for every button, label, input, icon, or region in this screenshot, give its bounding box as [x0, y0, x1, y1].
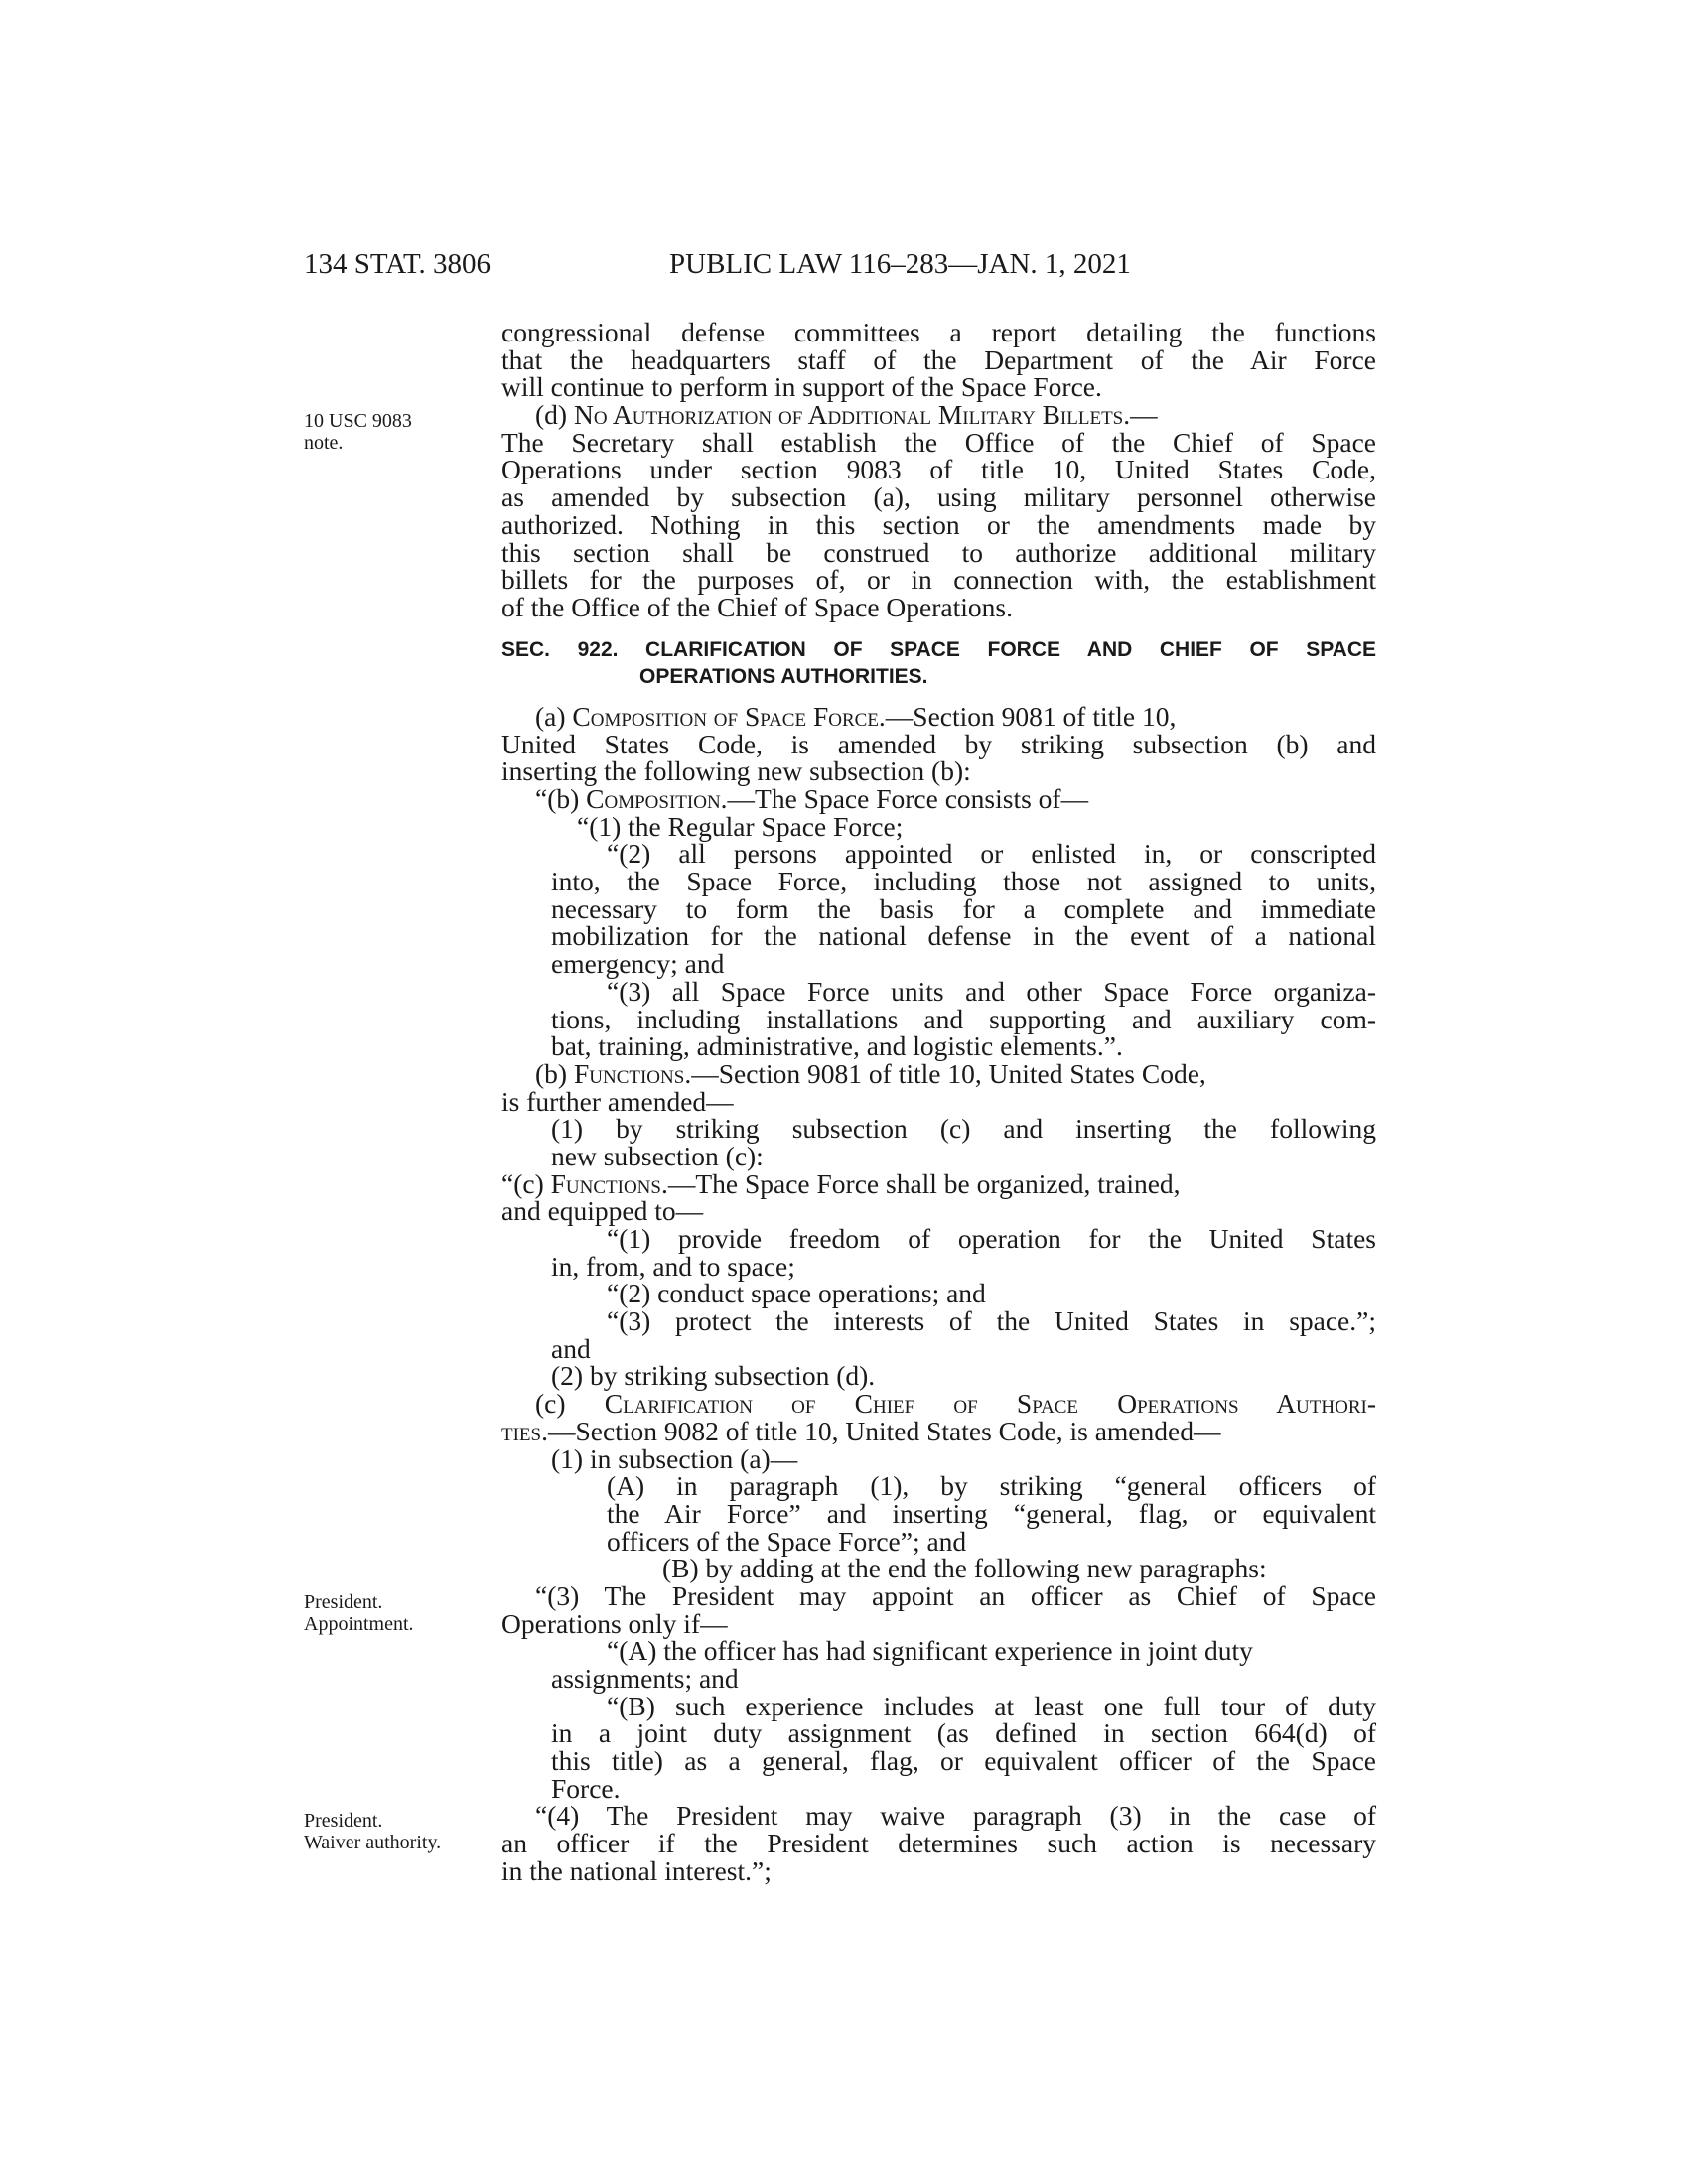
margin-note-waiver: President. Waiver authority. — [304, 1810, 442, 1853]
subsection-d-heading: (d) No Authorization of Additional Military Billets.— — [535, 399, 1158, 431]
text-line: “(2) conduct space operations; and — [607, 1278, 986, 1309]
text-line: new subsection (c): — [551, 1140, 764, 1171]
text-line: in, from, and to space; — [551, 1250, 795, 1282]
text-line: “(1) provide freedom of operation for the United States — [607, 1223, 1376, 1254]
text-line: ties.—Section 9082 of title 10, United States Code, is amended— — [501, 1415, 1221, 1446]
text-line: authorized. Nothing in this section or the amendments made by — [501, 508, 1376, 540]
text-line: necessary to form the basis for a complete and immediate — [551, 892, 1376, 924]
running-header — [304, 248, 1376, 288]
text-line: “(4) The President may waive paragraph (3) in the case of — [535, 1800, 1376, 1832]
text-line: and equipped to— — [501, 1195, 704, 1227]
text-line: billets for the purposes of, or in connection with, the establishment — [501, 564, 1376, 596]
text-line: tions, including installations and supporting and auxiliary com- — [551, 1003, 1376, 1034]
text-line: “(B) such experience includes at least one full tour of duty — [607, 1690, 1376, 1721]
text-line: assignments; and — [551, 1663, 739, 1694]
subsection-c-heading: (c) Clarification of Chief of Space Operations Authori- — [535, 1388, 1376, 1420]
margin-note-usc: 10 USC 9083 note. — [304, 410, 412, 454]
text-line: this section shall be construed to authorize additional military — [501, 536, 1376, 568]
text-line: Force. — [551, 1772, 621, 1804]
text-line: this title) as a general, flag, or equivalent officer of the Space — [551, 1745, 1376, 1777]
margin-note-appointment: President. Appointment. — [304, 1591, 414, 1635]
text-line: an officer if the President determines such action is necessary — [501, 1828, 1376, 1859]
text-line: into, the Space Force, including those not assigned to units, — [551, 866, 1376, 897]
text-line: emergency; and — [551, 948, 725, 980]
text-line: is further amended— — [501, 1085, 734, 1117]
text-line: United States Code, is amended by striking subsection (b) and — [501, 728, 1376, 759]
text-line: bat, training, administrative, and logistic elements.”. — [551, 1030, 1123, 1062]
quoted-subsection-c: “(c) Functions.—The Space Force shall be organized, trained, — [501, 1167, 1181, 1199]
text-line: (2) by striking subsection (d). — [551, 1360, 876, 1392]
subsection-a-heading: (a) Composition of Space Force.—Section 9081 of title 10, — [535, 700, 1177, 732]
text-line: in a joint duty assignment (as defined in section 664(d) of — [551, 1717, 1376, 1749]
text-line: of the Office of the Chief of Space Operations. — [501, 591, 1013, 622]
subsection-b-heading: (b) Functions.—Section 9081 of title 10, United States Code, — [535, 1057, 1206, 1089]
text-line: officers of the Space Force”; and — [607, 1525, 967, 1557]
text-line: “(3) protect the interests of the United States in space.”; — [607, 1305, 1376, 1337]
quoted-subsection-b: “(b) Composition.—The Space Force consists of— — [535, 783, 1089, 814]
text-line: as amended by subsection (a), using military personnel otherwise — [501, 481, 1376, 513]
text-line: The Secretary shall establish the Office of the Chief of Space — [501, 426, 1376, 458]
text-line: will continue to perform in support of the Space Force. — [501, 371, 1102, 403]
text-line: “(1) the Regular Space Force; — [577, 810, 904, 842]
text-line: and — [551, 1332, 591, 1364]
text-line: Operations only if— — [501, 1607, 728, 1639]
public-law-title: PUBLIC LAW 116–283—JAN. 1, 2021 — [669, 248, 1131, 280]
section-heading-cont: OPERATIONS AUTHORITIES. — [639, 665, 928, 689]
text-line: Operations under section 9083 of title 10, United States Code, — [501, 454, 1376, 485]
text-line: mobilization for the national defense in the event of a national — [551, 920, 1376, 952]
document-body — [501, 319, 1376, 1885]
text-line: that the headquarters staff of the Department of the Air Force — [501, 343, 1376, 375]
text-line: inserting the following new subsection (b): — [501, 755, 971, 787]
text-line: “(3) The President may appoint an officer as Chief of Space — [535, 1579, 1376, 1611]
text-line: in the national interest.”; — [501, 1854, 772, 1886]
text-line: (1) in subsection (a)— — [551, 1442, 798, 1474]
text-line: congressional defense committees a report detailing the functions — [501, 317, 1376, 347]
text-line: “(A) the officer has had significant experience in joint duty — [607, 1635, 1253, 1667]
text-line: (A) in paragraph (1), by striking “general officers of — [607, 1470, 1376, 1502]
text-line: “(2) all persons appointed or enlisted in, or conscripted — [607, 838, 1376, 870]
text-line: the Air Force” and inserting “general, flag, or equivalent — [607, 1497, 1376, 1529]
text-line: (1) by striking subsection (c) and inserting the following — [551, 1113, 1376, 1145]
statute-page-number: 134 STAT. 3806 — [304, 248, 492, 280]
text-line: (B) by adding at the end the following new paragraphs: — [662, 1553, 1267, 1584]
section-heading: SEC. 922. CLARIFICATION OF SPACE FORCE AND CHIEF OF SPACE — [501, 637, 1376, 661]
text-line: “(3) all Space Force units and other Space Force organiza- — [607, 975, 1376, 1007]
